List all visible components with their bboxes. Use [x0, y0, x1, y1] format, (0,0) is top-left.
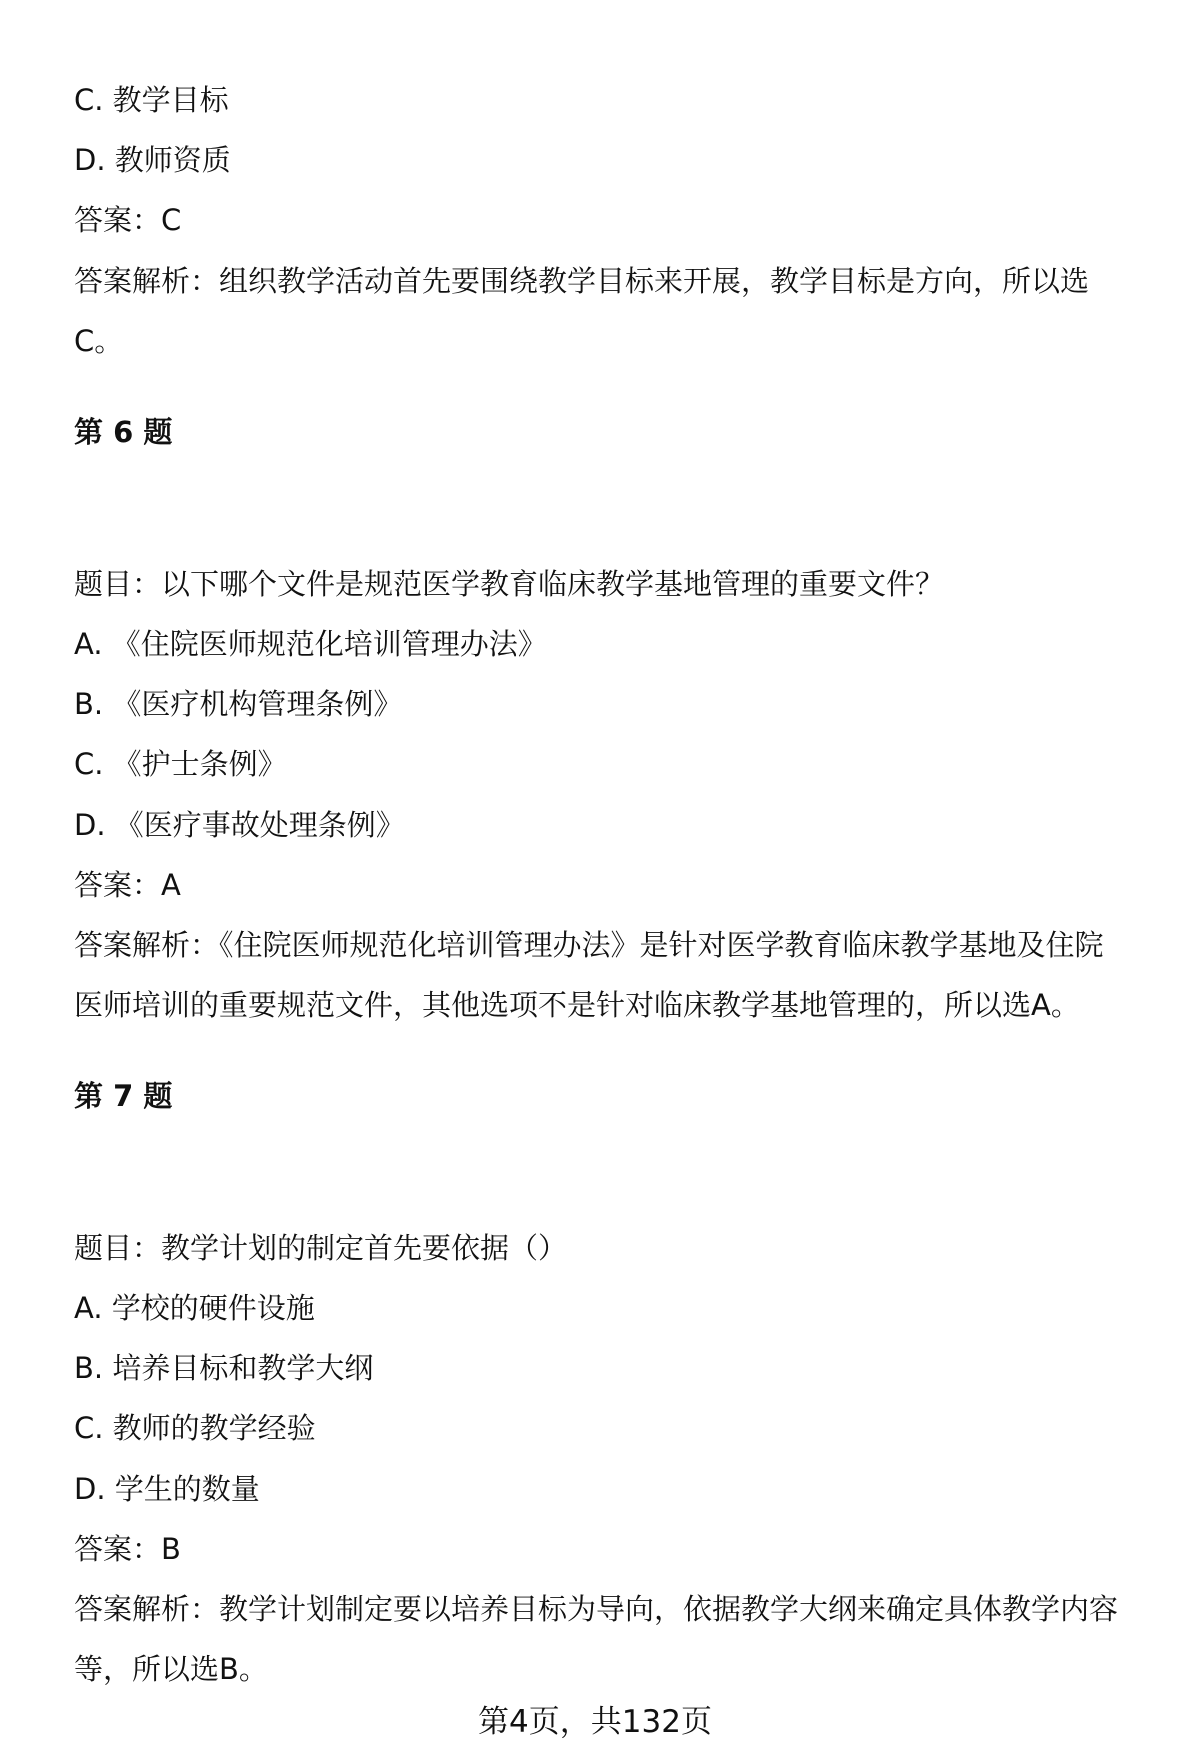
- q7-option-c: C. 教师的教学经验: [74, 1411, 316, 1445]
- q7-option-b: B. 培养目标和教学大纲: [74, 1351, 374, 1385]
- q5-option-d: D. 教师资质: [74, 143, 231, 177]
- q6-analysis-line-2: 医师培训的重要规范文件，其他选项不是针对临床教学基地管理的，所以选A。: [74, 988, 1080, 1022]
- q6-option-c: C. 《护士条例》: [74, 747, 287, 781]
- q5-analysis-line-1: 答案解析：组织教学活动首先要围绕教学目标来开展，教学目标是方向，所以选: [74, 264, 1090, 298]
- q7-option-d: D. 学生的数量: [74, 1472, 260, 1506]
- q7-analysis-line-1: 答案解析：教学计划制定要以培养目标为导向，依据教学大纲来确定具体教学内容: [74, 1592, 1119, 1626]
- q5-answer: 答案：C: [74, 203, 182, 237]
- q7-heading: 第 7 题: [74, 1079, 173, 1113]
- q6-option-a: A. 《住院医师规范化培训管理办法》: [74, 627, 547, 661]
- q6-question: 题目：以下哪个文件是规范医学教育临床教学基地管理的重要文件？: [74, 567, 945, 601]
- q7-option-a: A. 学校的硬件设施: [74, 1291, 315, 1325]
- q6-heading: 第 6 题: [74, 415, 173, 449]
- q6-option-b: B. 《医疗机构管理条例》: [74, 687, 403, 721]
- q7-question: 题目：教学计划的制定首先要依据（）: [74, 1231, 568, 1265]
- q5-option-c: C. 教学目标: [74, 83, 229, 117]
- q6-answer: 答案：A: [74, 868, 181, 902]
- q5-analysis-line-2: C。: [74, 324, 124, 358]
- q6-analysis-line-1: 答案解析：《住院医师规范化培训管理办法》是针对医学教育临床教学基地及住院: [74, 928, 1104, 962]
- q7-answer: 答案：B: [74, 1532, 181, 1566]
- page-number-footer: 第4页，共132页: [478, 1704, 712, 1740]
- q7-analysis-line-2: 等，所以选B。: [74, 1652, 268, 1686]
- q6-option-d: D. 《医疗事故处理条例》: [74, 808, 405, 842]
